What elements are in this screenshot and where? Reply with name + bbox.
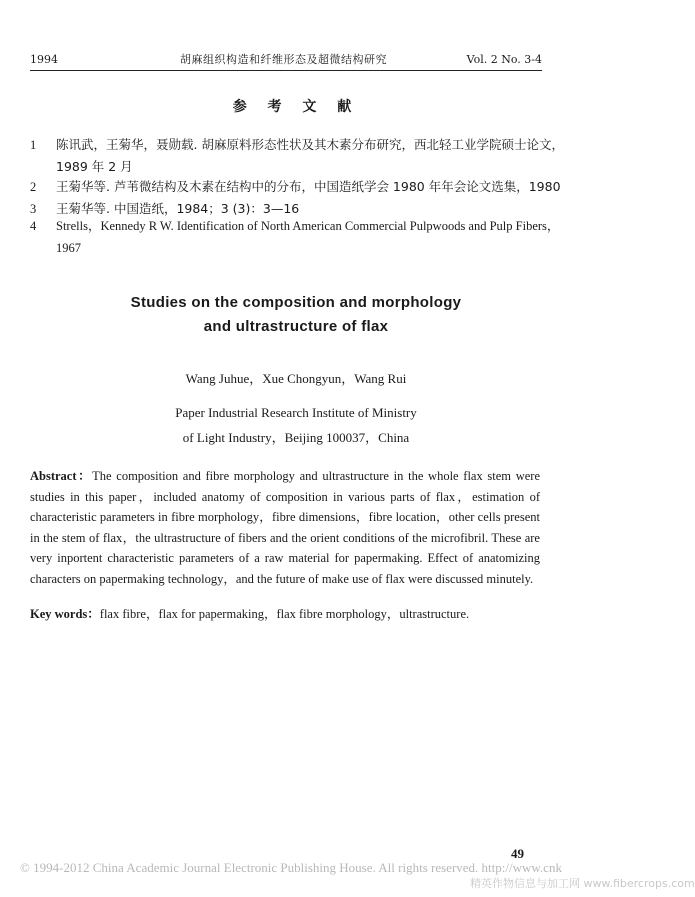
- header-volume: Vol. 2 No. 3-4: [466, 53, 542, 66]
- reference-text: 陈讯武，王菊华，聂勋载. 胡麻原料形态性状及其木素分布研究，西北轻工业学院硕士论文，1989 年 2 月: [56, 137, 564, 174]
- abstract: [30, 466, 540, 589]
- article-title-line1: Studies on the composition and morphology: [130, 294, 462, 311]
- reference-number: 2: [30, 180, 37, 194]
- affiliation-line2: of Light Industry，Beijing 100037，China: [182, 430, 410, 445]
- copyright-footer: © 1994-2012 China Academic Journal Electronic Publishing House. All rights reserved. http://www.cnk: [20, 860, 562, 875]
- references-title: 参 考 文 献: [232, 99, 360, 115]
- affiliation-line1: Paper Industrial Research Institute of Ministry: [175, 405, 417, 420]
- reference-text: 王菊华等. 中国造纸，1984；3 (3)：3—16: [56, 201, 300, 216]
- article-title-line2: and ultrastructure of flax: [203, 318, 389, 335]
- site-watermark: 精英作物信息与加工网 www.fibercrops.com: [470, 877, 695, 890]
- header-year: 1994: [30, 53, 58, 66]
- reference-number: 3: [30, 202, 37, 216]
- header-rule: [30, 70, 542, 71]
- abstract-text: The composition and fibre morphology and ultrastructure in the whole flax stem were studies in this paper，included anatomy of composition in various parts of flax，estimation of characteristic parameters in fibre morphology，fibre dimensions，fibre location，other cells present in the stem of flax，the ultrastructure of fibers and the orient conditions of the microfibril. These are very inportent characteristic parameters of a raw material for papermaking. Effect of anatomizing characters on papermaking technology，and the future of make use of flax were discussed minutely.: [30, 469, 541, 586]
- running-header: [30, 50, 542, 70]
- article-authors: Wang Juhue，Xue Chongyun，Wang Rui: [185, 371, 407, 386]
- keywords-text: flax fibre，flax for papermaking，flax fibre morphology，ultrastructure.: [99, 607, 470, 621]
- page-number: 49: [511, 846, 524, 861]
- keywords-label: Key words：: [30, 607, 100, 621]
- header-journal-title: 胡麻组织构造和纤维形态及超微结构研究: [180, 53, 387, 66]
- reference-text: 王菊华等. 芦苇微结构及木素在结构中的分布，中国造纸学会 1980 年年会论文选集，1980: [56, 179, 561, 194]
- reference-number: 4: [30, 219, 37, 233]
- reference-number: 1: [30, 138, 37, 152]
- keywords: [30, 604, 540, 624]
- abstract-label: Abstract：: [30, 469, 93, 483]
- reference-text: Strells，Kennedy R W. Identification of North American Commercial Pulpwoods and Pulp Fibers，1967: [56, 219, 560, 255]
